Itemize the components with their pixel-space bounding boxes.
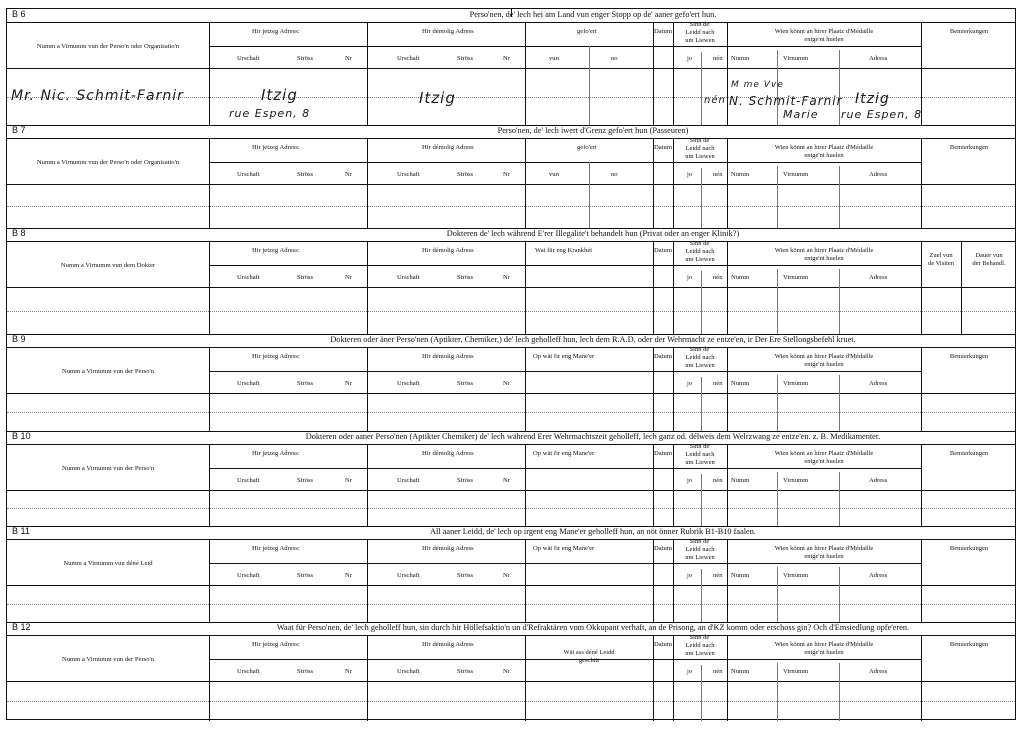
- firstname-label: Virnumm: [783, 477, 809, 484]
- how-label: Op wät fir eng Mane'er: [533, 353, 595, 360]
- medal-label-2: entge'nt huelen: [804, 255, 844, 262]
- town-label: Urschaft: [397, 477, 420, 484]
- sense-label-3: um Liewen: [685, 362, 715, 369]
- number-label: Nr: [503, 55, 510, 62]
- column-line: [367, 444, 368, 526]
- medal-label-2: entge'nt huelen: [804, 152, 844, 159]
- surname-firstname-divider: [777, 375, 778, 431]
- medal-label-2: entge'nt huelen: [804, 36, 844, 43]
- header-subline: [209, 162, 921, 163]
- date-label: Datum: [654, 28, 672, 35]
- no-label: nén: [713, 572, 723, 579]
- town-label: Urschaft: [397, 274, 420, 281]
- section-title: Perso'nen, de' lech hei am Land vun enger Stopp op de' aaner gefo'ert hun.: [469, 10, 717, 19]
- surname-firstname-divider: [777, 663, 778, 721]
- no-label: nén: [713, 668, 723, 675]
- street-label: Ströss: [457, 668, 474, 675]
- no-label: nén: [713, 380, 723, 387]
- former-address-label: Hir démolig Adress: [422, 247, 474, 254]
- from-to-divider: [589, 162, 590, 228]
- date-label: Datum: [654, 353, 672, 360]
- number-label: Nr: [345, 274, 352, 281]
- fled-label: gefo'ert: [577, 28, 597, 35]
- number-label: Nr: [345, 668, 352, 675]
- yes-label: jo: [687, 55, 693, 62]
- town-label: Urschaft: [237, 572, 260, 579]
- medal-label-2: entge'nt huelen: [804, 458, 844, 465]
- section-title: Dokteren de' lech während E'rer Illegalite't behandelt hun (Privat oder an enger Klinik?): [446, 229, 740, 238]
- current-address-label: Hir jetzeg Adress:: [252, 28, 300, 35]
- street-label: Ströss: [297, 171, 314, 178]
- section-header: [7, 334, 1015, 348]
- yes-no-divider: [701, 168, 702, 228]
- header-subline: [209, 371, 921, 372]
- number-label: Nr: [503, 572, 510, 579]
- address-label: Adress: [869, 380, 888, 387]
- section-title: Waat für Perso'nen, de' lech geholleff hun, sin durch hir Höllefsaktio'n un d'Refraktären vom Okkupant verhaft, an de Prisong, an d'KZ komm oder erschoss gin? Och d'Emsiedlung opfe'eren.: [276, 623, 910, 632]
- writing-line: [7, 508, 1015, 509]
- sense-label-3: um Liewen: [685, 650, 715, 657]
- section-b-10: [7, 431, 1015, 526]
- street-label: Ströss: [457, 380, 474, 387]
- section-b-7: [7, 125, 1015, 228]
- sense-label: Sinn de': [689, 240, 711, 247]
- fled-label: gefo'ert: [577, 144, 597, 151]
- writing-line: [7, 701, 1015, 702]
- section-header: [7, 622, 1015, 636]
- street-label: Ströss: [297, 274, 314, 281]
- street-label: Ströss: [457, 274, 474, 281]
- column-line: [209, 539, 210, 622]
- section-header: [7, 125, 1015, 139]
- address-label: Adress: [869, 668, 888, 675]
- remarks-label: Bemierkungen: [949, 353, 989, 360]
- name-column-label: Numm a Virnumm vun der Perso'n oder Organisatio'n: [36, 159, 180, 166]
- duration-label: Dauer vun: [975, 252, 1003, 259]
- medal-label: Wien könnt an hirer Plaatz d'Médaille: [774, 28, 874, 35]
- section-code: B 11: [12, 526, 30, 536]
- section-header: [7, 431, 1015, 445]
- town-label: Urschaft: [237, 171, 260, 178]
- street-label: Ströss: [457, 55, 474, 62]
- number-label: Nr: [345, 380, 352, 387]
- number-label: Nr: [345, 55, 352, 62]
- from-label: vun: [549, 171, 559, 178]
- header-bottom-line: [7, 393, 1015, 394]
- number-label: Nr: [503, 477, 510, 484]
- header-subline: [209, 563, 921, 564]
- entry-sense-no: nén: [704, 95, 726, 106]
- yes-no-divider: [701, 569, 702, 622]
- firstname-label: Virnumm: [783, 668, 809, 675]
- column-line: [209, 138, 210, 228]
- remarks-label: Bemierkungen: [949, 450, 989, 457]
- questionnaire-form: [6, 8, 1016, 720]
- entry-medal-name: N. Schmit-Farnir: [729, 94, 843, 108]
- town-label: Urschaft: [237, 274, 260, 281]
- street-label: Ströss: [457, 477, 474, 484]
- yes-label: jo: [687, 171, 693, 178]
- number-label: Nr: [345, 171, 352, 178]
- section-title: Perso'nen, de' lech iwert d'Grenz gefo'ert hun (Passeuren): [497, 126, 689, 135]
- what-happened-label: Wät ass déné Leidd: [563, 649, 615, 656]
- medal-label: Wien könnt an hirer Plaatz d'Médaille: [774, 450, 874, 457]
- number-label: Nr: [503, 171, 510, 178]
- surname-firstname-divider: [777, 567, 778, 622]
- section-header: [7, 526, 1015, 540]
- column-line: [525, 347, 526, 431]
- number-label: Nr: [503, 274, 510, 281]
- street-label: Ströss: [457, 572, 474, 579]
- column-line: [653, 138, 654, 228]
- writing-line: [7, 604, 1015, 605]
- surname-label: Numm: [731, 274, 750, 281]
- firstname-address-divider: [839, 663, 840, 721]
- header-bottom-line: [7, 287, 1015, 288]
- sense-label: Sinn de': [689, 346, 711, 353]
- current-address-label: Hir jetzeg Adress:: [252, 450, 300, 457]
- b6-entry-row: [7, 9, 1015, 125]
- street-label: Ströss: [297, 380, 314, 387]
- visits-label-2: de Visiten: [927, 260, 955, 267]
- column-line: [367, 635, 368, 721]
- sense-label: Sinn de': [689, 634, 711, 641]
- firstname-address-divider: [839, 567, 840, 622]
- medal-label: Wien könnt an hirer Plaatz d'Médaille: [774, 641, 874, 648]
- town-label: Urschaft: [397, 668, 420, 675]
- from-label: vun: [549, 55, 559, 62]
- number-label: Nr: [503, 380, 510, 387]
- yes-no-divider: [701, 474, 702, 526]
- medal-label-2: entge'nt huelen: [804, 361, 844, 368]
- firstname-address-divider: [839, 375, 840, 431]
- section-header: [7, 228, 1015, 242]
- town-label: Urschaft: [237, 380, 260, 387]
- writing-line: [7, 206, 1015, 207]
- sense-label-2: Leidd nach: [685, 29, 715, 36]
- surname-label: Numm: [731, 477, 750, 484]
- yes-label: jo: [687, 380, 693, 387]
- sense-label-2: Leidd nach: [685, 642, 715, 649]
- remarks-label: Bemierkungen: [949, 28, 989, 35]
- name-column-label: Numm a Virnumm vun déné Leid: [63, 560, 153, 567]
- section-b-12: [7, 622, 1015, 721]
- former-address-label: Hir démolig Adress: [422, 641, 474, 648]
- number-label: Nr: [503, 668, 510, 675]
- name-column-label: Numm a Virnumm vun dem Dokter: [60, 262, 156, 269]
- sense-label: Sinn de': [689, 538, 711, 545]
- illness-label: Wat für eng Krankhét: [535, 247, 593, 254]
- entry-medal-prefix: M me Vve: [731, 80, 784, 90]
- former-address-label: Hir démolig Adress: [422, 353, 474, 360]
- header-bottom-line: [7, 585, 1015, 586]
- header-bottom-line: [7, 490, 1015, 491]
- date-label: Datum: [654, 450, 672, 457]
- yes-label: jo: [687, 477, 693, 484]
- firstname-address-divider: [839, 472, 840, 526]
- what-happened-label-2: geschitt: [578, 657, 600, 664]
- visits-label: Zuel vun: [929, 252, 953, 259]
- address-label: Adress: [869, 171, 888, 178]
- section-b-11: [7, 526, 1015, 622]
- date-label: Datum: [654, 545, 672, 552]
- surname-label: Numm: [731, 572, 750, 579]
- medal-label: Wien könnt an hirer Plaatz d'Médaille: [774, 353, 874, 360]
- section-code: B 10: [12, 431, 31, 441]
- entry-medal-town: Itzig: [855, 91, 890, 107]
- how-label: Op wät fir eng Mane'er: [533, 545, 595, 552]
- sense-label-3: um Liewen: [685, 459, 715, 466]
- former-address-label: Hir démolig Adress: [422, 450, 474, 457]
- date-label: Datum: [654, 144, 672, 151]
- current-address-label: Hir jetzeg Adress:: [252, 545, 300, 552]
- address-label: Adress: [869, 477, 888, 484]
- sense-label: Sinn de': [689, 137, 711, 144]
- header-bottom-line: [7, 681, 1015, 682]
- medal-label: Wien könnt an hirer Plaatz d'Médaille: [774, 144, 874, 151]
- surname-label: Numm: [731, 55, 750, 62]
- yes-label: jo: [687, 572, 693, 579]
- remarks-label: Bemierkungen: [949, 641, 989, 648]
- how-label: Op wät fir eng Mane'er: [533, 450, 595, 457]
- surname-label: Numm: [731, 380, 750, 387]
- column-line: [209, 347, 210, 431]
- section-title: Dokteren oder äner Perso'nen (Aptikter, Chemiker,) de' lech geholleff hun, lech dem R.A.D. oder der Wehrmacht ze entze'en, ir Der Ere Stellongsbefehl kruet.: [330, 335, 856, 344]
- surname-label: Numm: [731, 171, 750, 178]
- sense-label-3: um Liewen: [685, 153, 715, 160]
- former-address-label: Hir démolig Adress: [422, 144, 474, 151]
- entry-medal-firstname: Marie: [783, 108, 819, 121]
- sense-label-3: um Liewen: [685, 37, 715, 44]
- sense-label-2: Leidd nach: [685, 354, 715, 361]
- surname-firstname-divider: [777, 269, 778, 334]
- no-label: nén: [713, 55, 723, 62]
- column-line: [367, 539, 368, 622]
- section-title: All aaner Leidd, de' lech op irgent eng Mane'er geholleff hun, an nöt önner Rubrik B1-B10 faalen.: [430, 527, 756, 536]
- number-label: Nr: [345, 572, 352, 579]
- column-line: [525, 444, 526, 526]
- entry-current-town: Itzig: [261, 86, 298, 104]
- medal-label-2: entge'nt huelen: [804, 553, 844, 560]
- remarks-label: Bemierkungen: [949, 545, 989, 552]
- column-line: [525, 138, 526, 228]
- yes-label: jo: [687, 668, 693, 675]
- firstname-label: Virnumm: [783, 380, 809, 387]
- former-address-label: Hir démolig Adress: [422, 545, 474, 552]
- sense-label: Sinn de': [689, 21, 711, 28]
- sense-label-2: Leidd nach: [685, 248, 715, 255]
- entry-medal-street: rue Espen, 8: [841, 108, 923, 121]
- entry-name: Mr. Nic. Schmit-Farnir: [11, 88, 184, 104]
- firstname-label: Virnumm: [783, 274, 809, 281]
- column-line: [525, 539, 526, 622]
- address-label: Adress: [869, 572, 888, 579]
- date-label: Datum: [654, 247, 672, 254]
- number-label: Nr: [345, 477, 352, 484]
- column-line: [209, 444, 210, 526]
- street-label: Ströss: [457, 171, 474, 178]
- firstname-address-divider: [839, 269, 840, 334]
- date-label: Datum: [654, 641, 672, 648]
- sense-label-2: Leidd nach: [685, 145, 715, 152]
- entry-former-town: Itzig: [419, 89, 456, 107]
- header-subline: [209, 265, 921, 266]
- address-label: Adress: [869, 55, 888, 62]
- yes-no-divider: [701, 377, 702, 431]
- sense-label-3: um Liewen: [685, 256, 715, 263]
- no-label: nén: [713, 477, 723, 484]
- header-subline: [209, 468, 921, 469]
- duration-label-2: der Behandl.: [972, 260, 1006, 267]
- section-code: B 7: [12, 125, 26, 135]
- sense-label-3: um Liewen: [685, 554, 715, 561]
- section-b-9: [7, 334, 1015, 431]
- street-label: Ströss: [297, 668, 314, 675]
- surname-firstname-divider: [777, 472, 778, 526]
- town-label: Urschaft: [397, 380, 420, 387]
- section-code: B 9: [12, 334, 26, 344]
- sense-label-2: Leidd nach: [685, 451, 715, 458]
- current-address-label: Hir jetzeg Adress:: [252, 353, 300, 360]
- firstname-label: Virnumm: [783, 55, 809, 62]
- column-line: [525, 635, 526, 721]
- town-label: Urschaft: [237, 668, 260, 675]
- medal-label-2: entge'nt huelen: [804, 649, 844, 656]
- column-line: [367, 347, 368, 431]
- name-column-label: Numm a Virnumm vun der Perso'n oder Organisatio'n: [36, 43, 180, 50]
- section-code: B 12: [12, 622, 31, 632]
- town-label: Urschaft: [397, 55, 420, 62]
- sense-label-2: Leidd nach: [685, 546, 715, 553]
- current-address-label: Hir jetzeg Adress:: [252, 641, 300, 648]
- header-bottom-line: [7, 184, 1015, 185]
- to-label: no: [611, 171, 618, 178]
- firstname-address-divider: [839, 166, 840, 228]
- sense-label: Sinn de': [689, 443, 711, 450]
- writing-line: [7, 311, 1015, 312]
- to-label: no: [611, 55, 618, 62]
- column-line: [209, 635, 210, 721]
- no-label: nén: [713, 171, 723, 178]
- surname-label: Numm: [731, 668, 750, 675]
- medal-label: Wien könnt an hirer Plaatz d'Médaille: [774, 545, 874, 552]
- writing-line: [7, 412, 1015, 413]
- town-label: Urschaft: [237, 477, 260, 484]
- former-address-label: Hir démolig Adress: [422, 28, 474, 35]
- town-label: Urschaft: [397, 572, 420, 579]
- street-label: Ströss: [297, 477, 314, 484]
- column-line: [367, 138, 368, 228]
- section-code: B 6: [12, 9, 26, 19]
- surname-firstname-divider: [777, 166, 778, 228]
- street-label: Ströss: [297, 572, 314, 579]
- name-column-label: Numm a Virnumm vun der Perso'n: [61, 465, 155, 472]
- firstname-label: Virnumm: [783, 572, 809, 579]
- name-column-label: Numm a Virnumm vun der Perso'n: [61, 656, 155, 663]
- section-b-8: [7, 228, 1015, 334]
- remarks-label: Bemierkungen: [949, 144, 989, 151]
- current-address-label: Hir jetzeg Adress:: [252, 247, 300, 254]
- address-label: Adress: [869, 274, 888, 281]
- town-label: Urschaft: [237, 55, 260, 62]
- yes-no-divider: [701, 665, 702, 721]
- medal-label: Wien könnt an hirer Plaatz d'Médaille: [774, 247, 874, 254]
- street-label: Ströss: [297, 55, 314, 62]
- current-address-label: Hir jetzeg Adress:: [252, 144, 300, 151]
- firstname-label: Virnumm: [783, 171, 809, 178]
- no-label: nén: [713, 274, 723, 281]
- entry-current-street: rue Espen, 8: [229, 107, 311, 120]
- town-label: Urschaft: [397, 171, 420, 178]
- name-column-label: Numm a Virnumm vun der Perso'n: [61, 368, 155, 375]
- yes-label: jo: [687, 274, 693, 281]
- yes-no-divider: [701, 271, 702, 334]
- section-title: Dokteren oder aaner Perso'nen (Aptikter Chemiker) de' lech während Erer Wehrmachtszeit geholleff, lech ganz od. délweis dem Welrzwang ze entze'en. z. B. Medikamenter.: [305, 432, 881, 441]
- section-code: B 8: [12, 228, 26, 238]
